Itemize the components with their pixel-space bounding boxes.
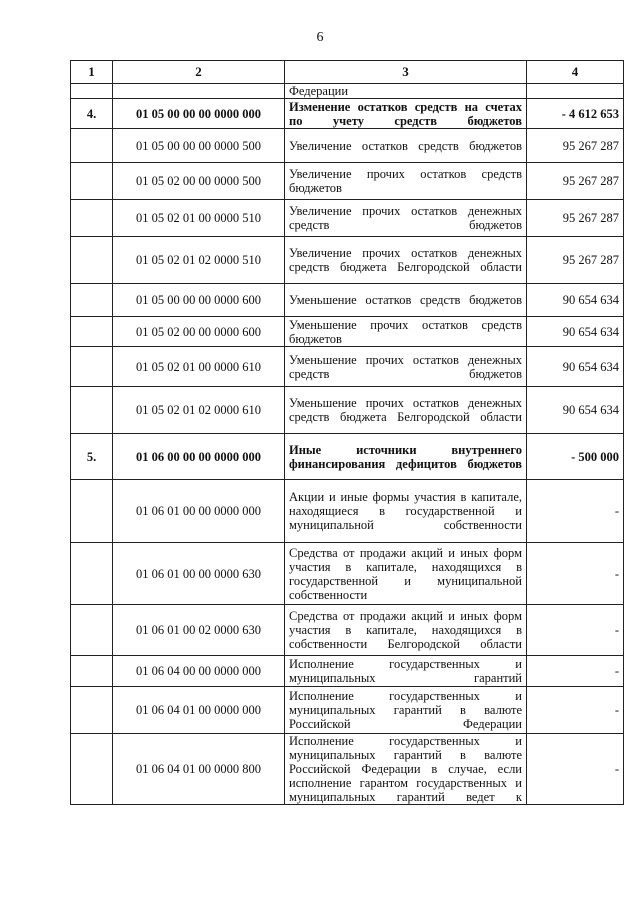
table-row bbox=[71, 347, 624, 387]
source-name: Акции и иные формы участия в капитале, находящиеся в государственной и муниципальной собственности bbox=[285, 480, 527, 543]
table-row bbox=[71, 284, 624, 317]
header-col-1: 1 bbox=[71, 61, 113, 84]
budget-code: 01 05 02 00 00 0000 500 bbox=[113, 163, 285, 200]
budget-code: 01 06 01 00 00 0000 000 bbox=[113, 480, 285, 543]
table-row bbox=[71, 480, 624, 543]
amount: - bbox=[527, 734, 624, 805]
table-row bbox=[71, 163, 624, 200]
source-name: Средства от продажи акций и иных форм участия в капитале, находящихся в собственности Белгородской области bbox=[285, 605, 527, 656]
row-number bbox=[71, 480, 113, 543]
amount: - bbox=[527, 687, 624, 734]
table-row bbox=[71, 84, 624, 99]
row-number bbox=[71, 543, 113, 605]
budget-sources-table bbox=[70, 60, 624, 805]
row-number bbox=[71, 129, 113, 163]
row-number bbox=[71, 387, 113, 434]
row-number bbox=[71, 284, 113, 317]
amount: - 4 612 653 bbox=[527, 99, 624, 129]
source-name: Уменьшение прочих остатков денежных средств бюджетов bbox=[285, 347, 527, 387]
budget-code bbox=[113, 84, 285, 99]
row-number bbox=[71, 200, 113, 237]
page-number: 6 bbox=[316, 30, 324, 45]
source-name: Уменьшение прочих остатков денежных средств бюджета Белгородской области bbox=[285, 387, 527, 434]
source-name: Исполнение государственных и муниципальных гарантий в валюте Российской Федерации bbox=[285, 687, 527, 734]
source-name: Исполнение государственных и муниципальных гарантий bbox=[285, 656, 527, 687]
table-row bbox=[71, 317, 624, 347]
amount: 90 654 634 bbox=[527, 347, 624, 387]
source-name: Увеличение прочих остатков средств бюджетов bbox=[285, 163, 527, 200]
amount: 95 267 287 bbox=[527, 163, 624, 200]
table-row bbox=[71, 687, 624, 734]
row-number bbox=[71, 605, 113, 656]
budget-code: 01 06 01 00 02 0000 630 bbox=[113, 605, 285, 656]
amount: - bbox=[527, 480, 624, 543]
table-row bbox=[71, 543, 624, 605]
source-name: Средства от продажи акций и иных форм участия в капитале, находящихся в государственной и муниципальной собственности bbox=[285, 543, 527, 605]
source-name: Увеличение прочих остатков денежных средств бюджетов bbox=[285, 200, 527, 237]
amount bbox=[527, 84, 624, 99]
header-col-2: 2 bbox=[113, 61, 285, 84]
budget-code: 01 06 04 01 00 0000 000 bbox=[113, 687, 285, 734]
amount: 90 654 634 bbox=[527, 284, 624, 317]
table-row bbox=[71, 734, 624, 805]
source-name: Уменьшение прочих остатков средств бюджетов bbox=[285, 317, 527, 347]
table-row bbox=[71, 387, 624, 434]
budget-code: 01 06 04 00 00 0000 000 bbox=[113, 656, 285, 687]
amount: 90 654 634 bbox=[527, 387, 624, 434]
budget-code: 01 05 00 00 00 0000 500 bbox=[113, 129, 285, 163]
amount: - bbox=[527, 656, 624, 687]
table-row bbox=[71, 237, 624, 284]
source-name: Иные источники внутреннего финансирования дефицитов бюджетов bbox=[285, 434, 527, 480]
header-col-4: 4 bbox=[527, 61, 624, 84]
row-number bbox=[71, 317, 113, 347]
amount: 95 267 287 bbox=[527, 129, 624, 163]
row-number bbox=[71, 347, 113, 387]
row-number bbox=[71, 84, 113, 99]
budget-code: 01 05 00 00 00 0000 000 bbox=[113, 99, 285, 129]
table-row bbox=[71, 434, 624, 480]
row-number bbox=[71, 687, 113, 734]
amount: 90 654 634 bbox=[527, 317, 624, 347]
row-number bbox=[71, 734, 113, 805]
amount: 95 267 287 bbox=[527, 237, 624, 284]
amount: - 500 000 bbox=[527, 434, 624, 480]
budget-code: 01 05 02 01 02 0000 610 bbox=[113, 387, 285, 434]
source-name: Уменьшение остатков средств бюджетов bbox=[285, 284, 527, 317]
budget-code: 01 05 00 00 00 0000 600 bbox=[113, 284, 285, 317]
table-row bbox=[71, 129, 624, 163]
amount: 95 267 287 bbox=[527, 200, 624, 237]
row-number bbox=[71, 237, 113, 284]
table-row bbox=[71, 99, 624, 129]
row-number bbox=[71, 163, 113, 200]
budget-code: 01 05 02 00 00 0000 600 bbox=[113, 317, 285, 347]
row-number: 4. bbox=[71, 99, 113, 129]
budget-code: 01 06 04 01 00 0000 800 bbox=[113, 734, 285, 805]
table-header-row bbox=[71, 61, 624, 84]
source-name: Федерации bbox=[285, 84, 527, 99]
budget-code: 01 06 00 00 00 0000 000 bbox=[113, 434, 285, 480]
table-row bbox=[71, 200, 624, 237]
source-name: Увеличение прочих остатков денежных средств бюджета Белгородской области bbox=[285, 237, 527, 284]
source-name: Исполнение государственных и муниципальных гарантий в валюте Российской Федерации в случае, если исполнение гарантом государственных и муниципальных гарантий ведет к bbox=[285, 734, 527, 805]
budget-code: 01 05 02 01 02 0000 510 bbox=[113, 237, 285, 284]
source-name: Изменение остатков средств на счетах по учету средств бюджетов bbox=[285, 99, 527, 129]
header-col-3: 3 bbox=[285, 61, 527, 84]
budget-code: 01 05 02 01 00 0000 510 bbox=[113, 200, 285, 237]
table-row bbox=[71, 656, 624, 687]
amount: - bbox=[527, 605, 624, 656]
source-name: Увеличение остатков средств бюджетов bbox=[285, 129, 527, 163]
table-row bbox=[71, 605, 624, 656]
row-number bbox=[71, 656, 113, 687]
amount: - bbox=[527, 543, 624, 605]
budget-code: 01 05 02 01 00 0000 610 bbox=[113, 347, 285, 387]
row-number: 5. bbox=[71, 434, 113, 480]
budget-code: 01 06 01 00 00 0000 630 bbox=[113, 543, 285, 605]
